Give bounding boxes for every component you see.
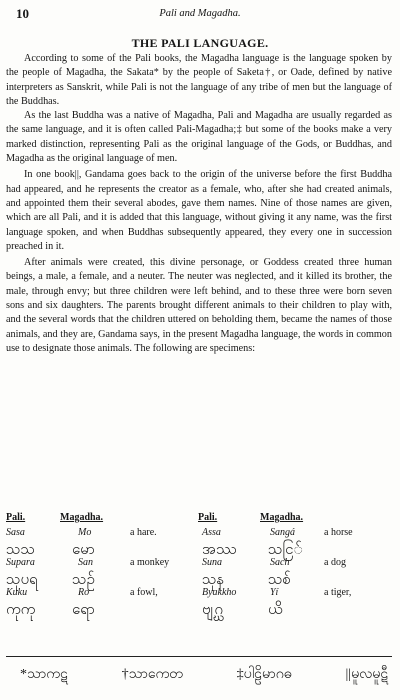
pali-script: သသ xyxy=(6,542,36,558)
column-header-pali: Pali. xyxy=(6,512,26,523)
specimen-script-row xyxy=(6,602,392,617)
column-header-magadha: Magadha. xyxy=(260,512,304,523)
specimen-roman-row xyxy=(6,587,392,602)
footnote: †သာကေတ xyxy=(121,667,183,682)
footnote-rule xyxy=(6,656,392,657)
page-number: 10 xyxy=(16,6,29,21)
magadha-word: Mo xyxy=(78,527,92,538)
magadha-word: Sach xyxy=(270,557,290,568)
magadha-script: သဉ် xyxy=(72,572,95,588)
body-text xyxy=(6,52,392,358)
pali-script: အဿ xyxy=(202,542,237,558)
specimen-roman-row xyxy=(6,527,392,542)
magadha-word: Sangá xyxy=(270,527,295,538)
paragraph: According to some of the Pali books, the Magadha language is the language spoken by the people of Magadha, the Sakata* by the people of Saketa†, or Oade, defined by native interpreters as Sanskrit, while Pali is not the language of any tribe of men but the language of the Buddhas. xyxy=(6,53,392,107)
specimen-roman-row xyxy=(6,557,392,572)
pali-word: Kuku xyxy=(6,587,28,598)
running-head: Pali and Magadha. xyxy=(159,8,241,19)
gloss: a tiger, xyxy=(324,587,352,598)
gloss: a hare. xyxy=(130,527,157,538)
gloss: a monkey xyxy=(130,557,170,568)
paragraph: As the last Buddha was a native of Magadha, Pali and Magadha are usually regarded as the same language, and it is often called Pali-Magadha;‡ but some of the books make a very marked distinction, representing Pali as the original language of the Gods, or Buddhas, and Magadha as the original language of men. xyxy=(6,110,392,165)
pali-word: Byakkho xyxy=(202,587,237,598)
magadha-word: Ro xyxy=(78,587,90,598)
magadha-script: မော xyxy=(72,542,95,558)
footnote: ‡ပါဠိမာဂဓ xyxy=(236,667,292,682)
specimen-table xyxy=(6,512,392,617)
specimen-header-row xyxy=(6,512,392,527)
column-header-magadha: Magadha. xyxy=(60,512,104,523)
paragraph: In one book||, Gandama goes back to the origin of the universe before the first Buddha had appeared, and he represents the creator as a female, who, after she had created animals, and appointed them their several abodes, gave them names. Nine of those names are given, which are all Pali, and it is added that this language, without giving it any name, was the first language spoken, and when Buddhas subsequently appeared, they every one in succession preached in it. xyxy=(6,169,392,252)
pali-word: Sasa xyxy=(6,527,25,538)
gloss: a dog xyxy=(324,557,346,568)
pali-script: ကုကု xyxy=(6,602,36,618)
pali-word: Suna xyxy=(202,557,222,568)
pali-script: သုပရ xyxy=(6,572,38,588)
magadha-script: ရော xyxy=(72,602,95,618)
specimen-script-row xyxy=(6,542,392,557)
pali-script: သုန xyxy=(202,572,225,588)
pali-script: ဗျဂ္ဃ xyxy=(202,602,223,618)
pali-word: Supara xyxy=(6,557,35,568)
gloss: a horse xyxy=(324,527,353,538)
magadha-word: Yí xyxy=(270,587,279,598)
magadha-word: San xyxy=(78,557,93,568)
paragraph: After animals were created, this divine personage, or Goddess created three human beings, a male, a female, and a neuter. The neuter was neglected, and it killed its brother, the male, through envy; but three children were left behind, and to these three were born seven sons and six daughters. The parents brought different animals to their children to play with, and the several words that the children uttered on beholding them, became the names of those animals, and they are, Gandama says, in the present Magadha language, the words in common use to designate those animals. The following are specimens: xyxy=(6,257,392,354)
magadha-script: ယိ xyxy=(268,602,283,618)
pali-word: Assa xyxy=(202,527,221,538)
specimen-script-row xyxy=(6,572,392,587)
magadha-script: သစ် xyxy=(268,572,291,588)
footnotes xyxy=(20,664,388,685)
gloss: a fowl, xyxy=(130,587,158,598)
footnote: ||မူလမူဋီ xyxy=(345,667,388,682)
magadha-script: သငြ် xyxy=(268,542,303,558)
footnote: *သာကဋ xyxy=(20,667,68,682)
chapter-heading: THE PALI LANGUAGE. xyxy=(131,36,269,50)
column-header-pali: Pali. xyxy=(198,512,218,523)
